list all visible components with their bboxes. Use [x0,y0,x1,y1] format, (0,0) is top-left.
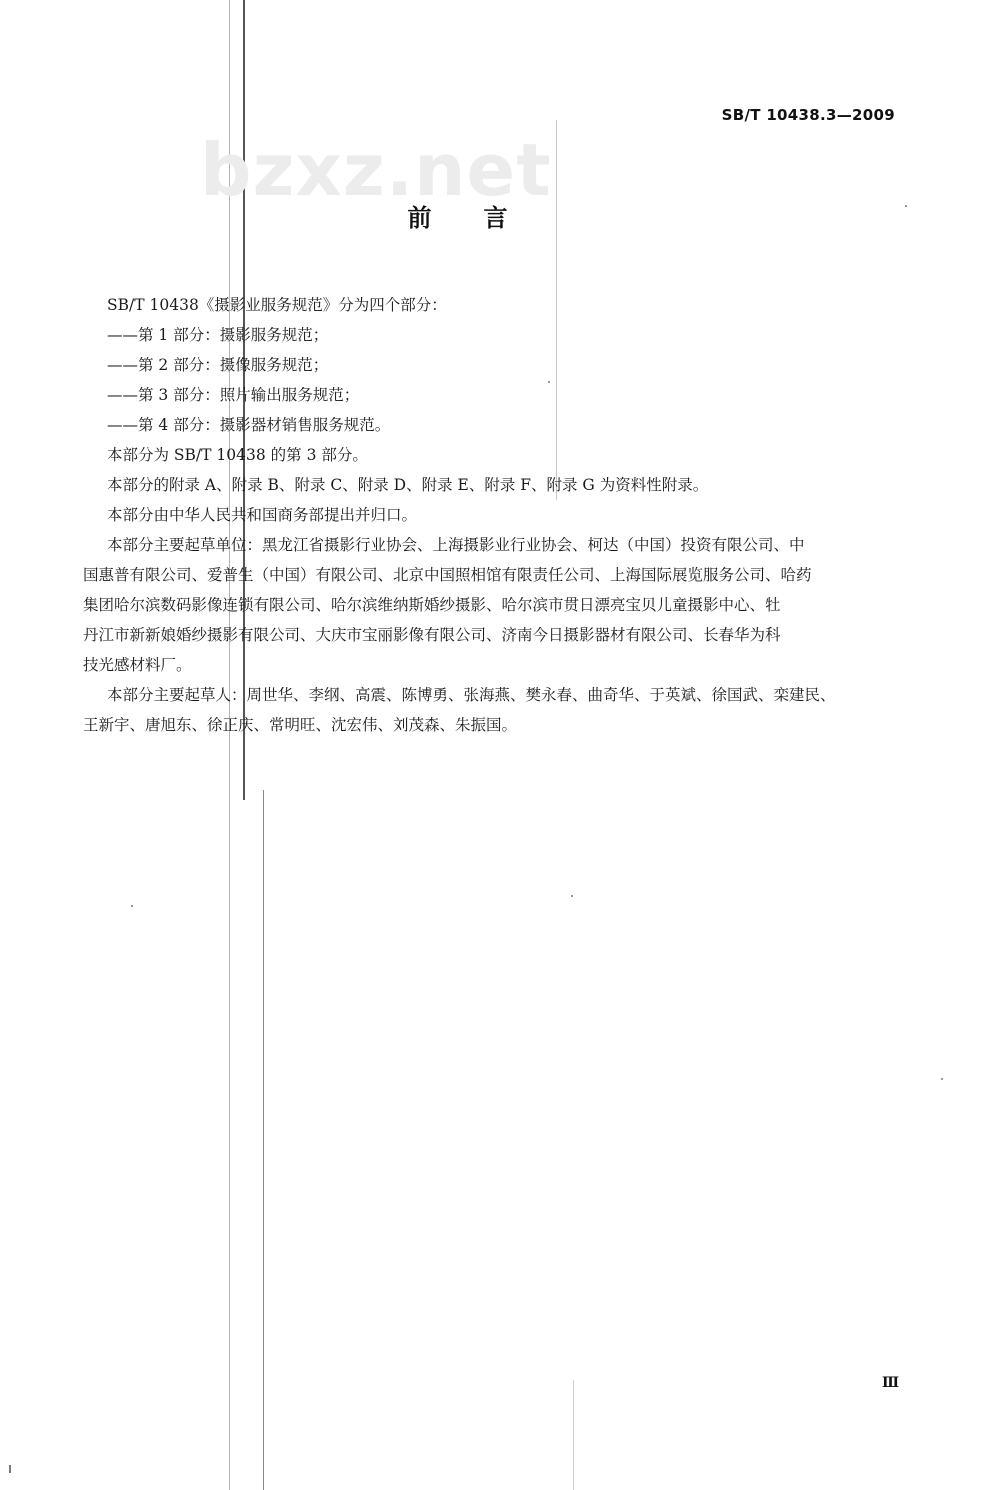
drafters-line: 王新宇、唐旭东、徐正庆、常明旺、沈宏伟、刘茂森、朱振国。 [83,716,518,734]
drafting-units-line: 本部分主要起草单位：黑龙江省摄影行业协会、上海摄影业行业协会、柯达（中国）投资有限公司、中 [107,536,805,554]
scan-speck [9,1465,11,1473]
page-number: Ⅲ [882,1375,900,1391]
paragraph: 本部分由中华人民共和国商务部提出并归口。 [107,506,418,524]
document-body [83,290,903,740]
page-title: 前言 [407,204,560,232]
watermark: bzxz.net [200,128,552,212]
scan-artifact-line [573,1380,574,1490]
drafting-units-line: 集团哈尔滨数码影像连锁有限公司、哈尔滨维纳斯婚纱摄影、哈尔滨市贯日漂亮宝贝儿童摄影中心、牡 [83,596,781,614]
list-item: ——第 1 部分：摄影服务规范； [107,326,329,344]
scan-artifact-line [263,790,264,1490]
drafting-units-line: 技光感材料厂。 [83,656,192,674]
list-item: ——第 4 部分：摄影器材销售服务规范。 [107,416,391,434]
paragraph: 本部分的附录 A、附录 B、附录 C、附录 D、附录 E、附录 F、附录 G 为资料性附录。 [107,476,709,494]
scan-speck [131,905,133,907]
standard-code: SB/T 10438.3—2009 [721,106,895,124]
paragraph: SB/T 10438《摄影业服务规范》分为四个部分： [107,296,447,314]
drafters-line: 本部分主要起草人：周世华、李纲、高震、陈博勇、张海燕、樊永春、曲奇华、于英斌、徐国武、栾建民、 [107,686,836,704]
scan-speck [571,895,573,897]
drafting-units-line: 丹江市新新娘婚纱摄影有限公司、大庆市宝丽影像有限公司、济南今日摄影器材有限公司、长春华为科 [83,626,781,644]
drafting-units-line: 国惠普有限公司、爱普生（中国）有限公司、北京中国照相馆有限责任公司、上海国际展览服务公司、哈药 [83,566,812,584]
list-item: ——第 3 部分：照片输出服务规范； [107,386,360,404]
scan-speck [941,1078,943,1080]
paragraph: 本部分为 SB/T 10438 的第 3 部分。 [107,446,368,464]
list-item: ——第 2 部分：摄像服务规范； [107,356,329,374]
